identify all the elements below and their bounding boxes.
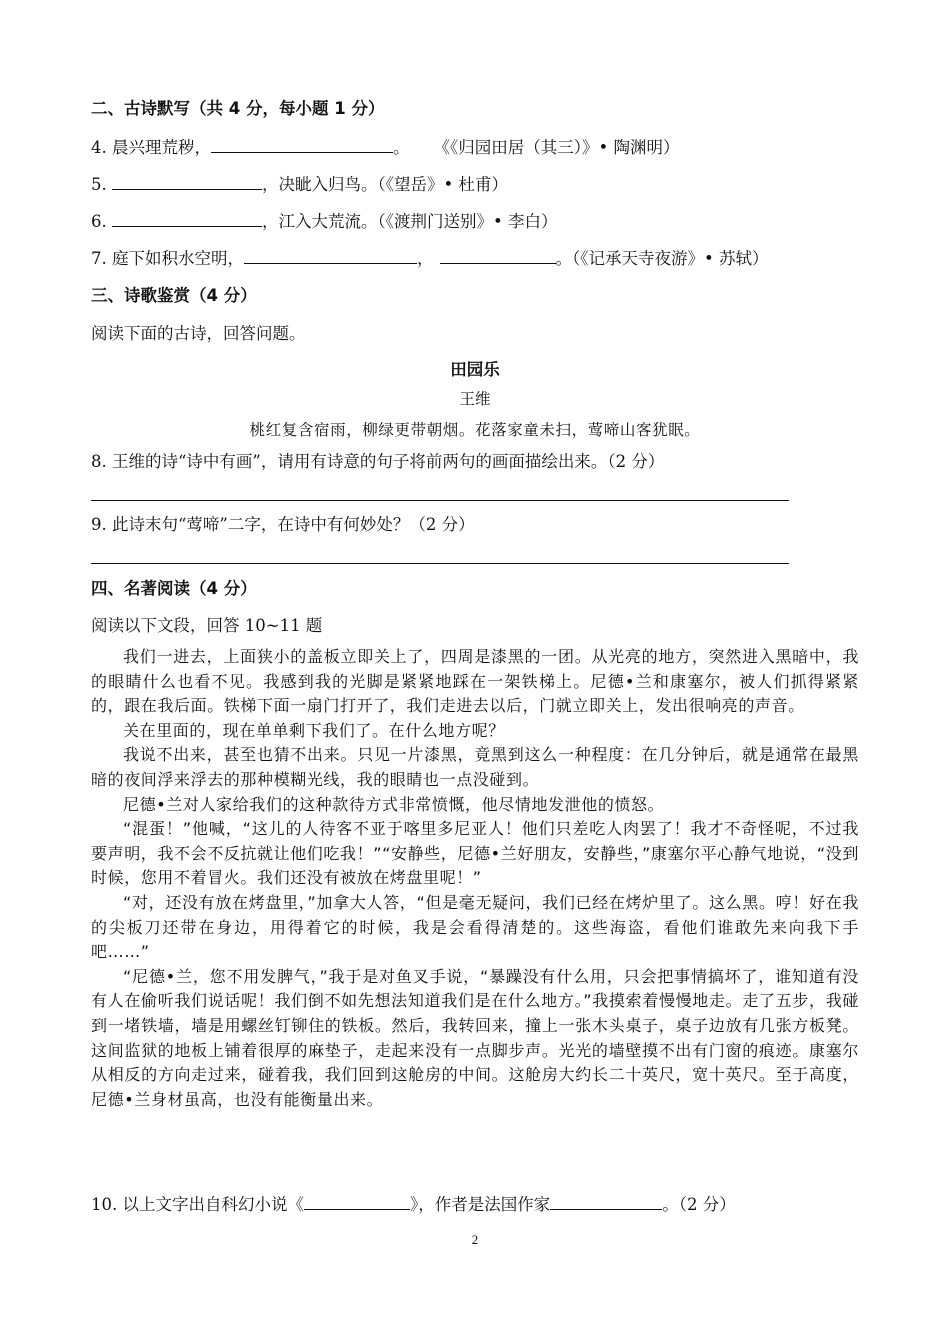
passage-paragraph: 我们一进去，上面狭小的盖板立即关上了，四周是漆黑的一团。从光亮的地方，突然进入黑暗中，我的眼睛什么也看不见。我感到我的光脚是紧紧地踩在一架铁梯上。尼德•兰和康塞尔，被人们抓得紧紧的，跟在我后面。铁梯下面一扇门打开了，我们走进去以后，门就立即关上，发出很响亮的声音。 [91,647,859,716]
section3-heading: 三、诗歌鉴赏（4 分） [91,286,257,305]
q4-source: 《《归园田居（其三）》• 陶渊明） [433,138,680,157]
q6-answer-blank[interactable] [112,209,262,227]
question-8: 8. 王维的诗“诗中有画”，请用有诗意的句子将前两句的画面描绘出来。（2 分） [91,452,665,471]
question-10 [91,1192,736,1217]
excerpt-passage [91,645,859,1112]
q9-answer-line[interactable] [91,563,789,564]
q10-middle: 》，作者是法国作家 [410,1195,551,1214]
question-9: 9. 此诗末句“莺啼”二字，在诗中有何妙处？（2 分） [91,515,475,534]
q7-answer-blank-2[interactable] [440,246,556,264]
question-6 [91,209,557,234]
section2-heading: 二、古诗默写（共 4 分，每小题 1 分） [91,99,385,118]
section4-heading: 四、名著阅读（4 分） [91,579,257,598]
q5-prefix: 5. [91,175,112,194]
q10-title-blank[interactable] [304,1192,410,1210]
passage-paragraph: 尼德•兰对人家给我们的这种款待方式非常愤慨，他尽情地发泄他的愤怒。 [123,794,665,814]
poem-author: 王维 [459,390,491,408]
passage-paragraph: “混蛋！”他喊，“这儿的人待客不亚于喀里多尼亚人！他们只差吃人肉罢了！我才不奇怪呢，不过我要声明，我不会不反抗就让他们吃我！”“安静些，尼德•兰好朋友，安静些，”康塞尔平心静气地说，“没到时候，您用不着冒火。我们还没有被放在烤盘里呢！” [91,819,859,888]
passage-paragraph: “尼德•兰，您不用发脾气，”我于是对鱼叉手说，“暴躁没有什么用，只会把事情搞坏了，谁知道有没有人在偷听我们说话呢！我们倒不如先想法知道我们是在什么地方。”我摸索着慢慢地走。走了五步，我碰到一堵铁墙，墙是用螺丝钉铆住的铁板。然后，我转回来，撞上一张木头桌子，桌子边放有几张方板凳。这间监狱的地板上铺着很厚的麻垫子，走起来没有一点脚步声。光光的墙壁摸不出有门窗的痕迹。康塞尔从相反的方向走过来，碰着我，我们回到这舱房的中间。这舱房大约长二十英尺，宽十英尺。至于高度，尼德•兰身材虽高，也没有能衡量出来。 [91,966,859,1109]
question-7 [91,246,768,271]
q7-answer-blank-1[interactable] [244,246,417,264]
question-4 [91,135,679,160]
section4-instruction: 阅读以下文段，回答 10~11 题 [91,616,323,635]
q5-answer-blank[interactable] [112,172,262,190]
q4-answer-blank[interactable] [211,135,393,153]
q5-suffix: ，决眦入归鸟。（《望岳》• 杜甫） [262,175,508,194]
passage-paragraph: “对，还没有放在烤盘里，”加拿大人答，“但是毫无疑问，我们已经在烤炉里了。这么黑。哼！好在我的尖板刀还带在身边，用得着它的时候，我是会看得清楚的。这些海盗，看他们谁敢先来向我下手吧……” [91,892,859,962]
q8-answer-line[interactable] [91,500,789,501]
poem-body: 桃红复含宿雨，柳绿更带朝烟。花落家童未扫，莺啼山客犹眠。 [249,421,701,439]
section3-instruction: 阅读下面的古诗，回答问题。 [91,324,306,343]
poem-title: 田园乐 [450,360,500,379]
q7-middle: ， [417,249,434,268]
q10-prefix: 10. 以上文字出自科幻小说《 [91,1195,304,1214]
q7-suffix: 。（《记承天寺夜游》• 苏轼） [555,249,769,268]
passage-paragraph: 我说不出来，甚至也猜不出来。只见一片漆黑，竟黑到这么一种程度：在几分钟后，就是通常在最黑暗的夜间浮来浮去的那种模糊光线，我的眼睛也一点没碰到。 [91,745,859,789]
q4-suffix: 。 [393,138,410,157]
q6-prefix: 6. [91,212,112,231]
q6-suffix: ，江入大荒流。（《渡荆门送别》• 李白） [262,212,558,231]
page-number: 2 [471,1232,479,1247]
question-5 [91,172,508,197]
passage-paragraph: 关在里面的，现在单单剩下我们了。在什么地方呢？ [123,720,505,740]
q4-prefix: 4. 晨兴理荒秽， [91,138,211,157]
q10-author-blank[interactable] [550,1192,662,1210]
q10-suffix: 。（2 分） [662,1195,736,1214]
q7-prefix: 7. 庭下如积水空明， [91,249,244,268]
